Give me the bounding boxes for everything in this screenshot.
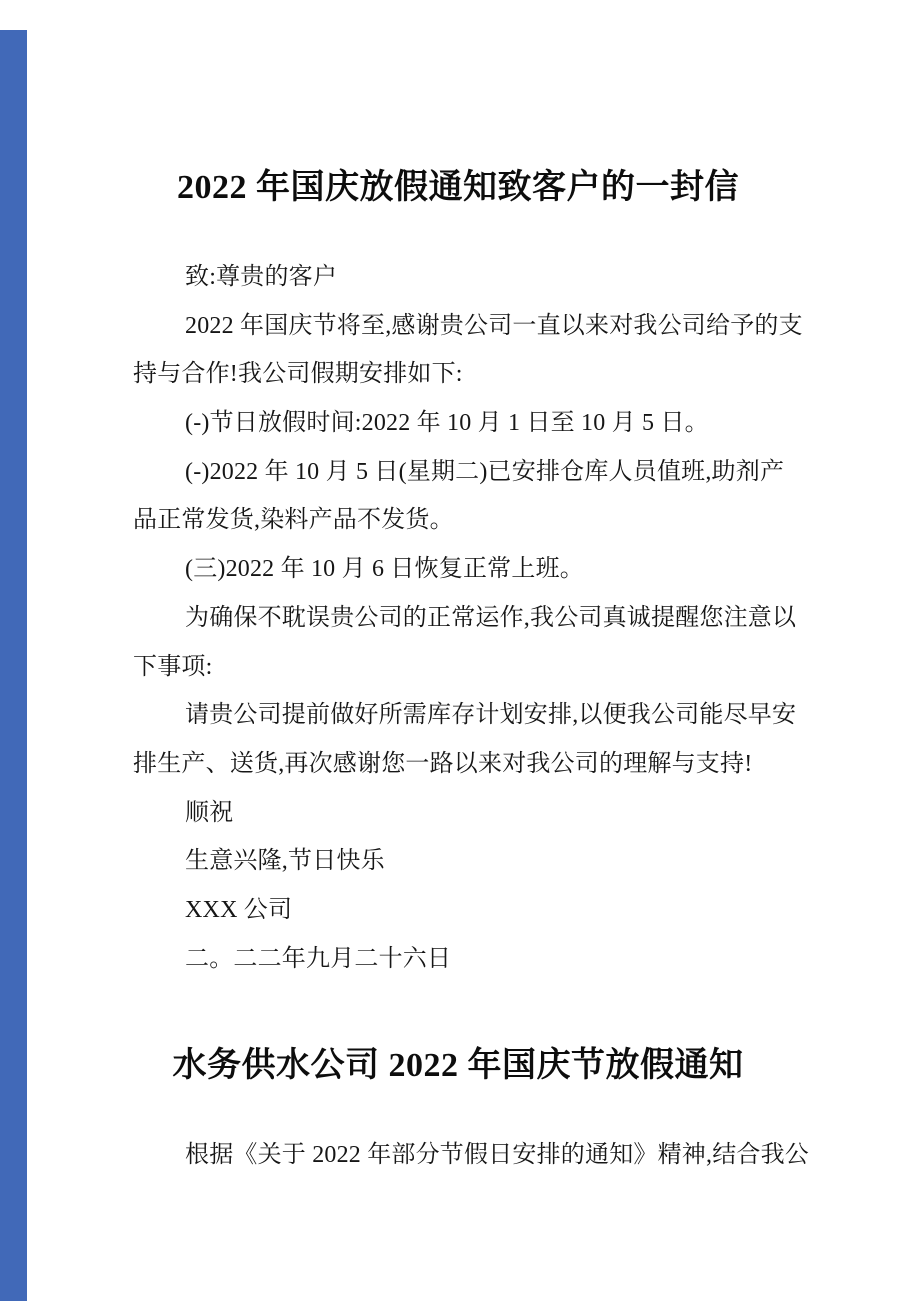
letter-title: 2022 年国庆放假通知致客户的一封信 <box>177 169 739 206</box>
notice-body <box>133 1131 833 1180</box>
text-line: 二。二二年九月二十六日 <box>185 945 452 972</box>
text-line: 致:尊贵的客户 <box>185 264 338 290</box>
text-line: 顺祝 <box>185 799 234 826</box>
text-line: (三)2022 年 10 月 6 日恢复正常上班。 <box>185 556 584 583</box>
text-line: 请贵公司提前做好所需库存计划安排,以便我公司能尽早安 <box>185 702 797 729</box>
text-line: 根据《关于 2022 年部分节假日安排的通知》精神,结合我公 <box>185 1142 809 1168</box>
text-line: 排生产、送货,再次感谢您一路以来对我公司的理解与支持! <box>133 750 753 777</box>
text-line: 持与合作!我公司假期安排如下: <box>133 361 463 388</box>
left-accent-bar <box>0 30 27 1301</box>
text-line: 为确保不耽误贵公司的正常运作,我公司真诚提醒您注意以 <box>185 604 797 631</box>
text-line: 生意兴隆,节日快乐 <box>185 848 385 875</box>
text-line: 下事项: <box>133 653 213 680</box>
text-line: (-)节日放假时间:2022 年 10 月 1 日至 10 月 5 日。 <box>185 410 709 437</box>
text-line: 品正常发货,染料产品不发货。 <box>133 507 454 534</box>
text-line: (-)2022 年 10 月 5 日(星期二)已安排仓库人员值班,助剂产 <box>185 458 785 485</box>
text-line: XXX 公司 <box>185 896 293 923</box>
letter-body <box>133 253 833 983</box>
text-line: 2022 年国庆节将至,感谢贵公司一直以来对我公司给予的支 <box>185 312 803 339</box>
notice-title: 水务供水公司 2022 年国庆节放假通知 <box>172 1047 744 1084</box>
